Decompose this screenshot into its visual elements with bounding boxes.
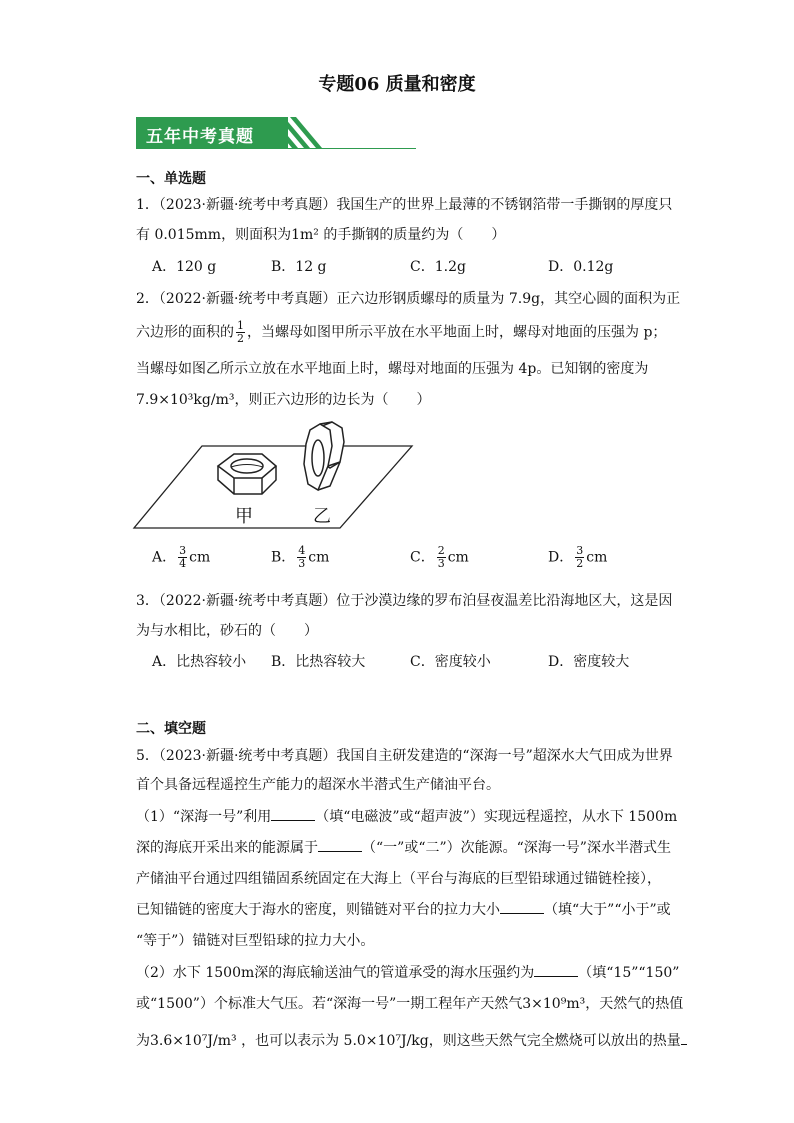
fraction-denominator: 2 xyxy=(576,557,584,570)
section-heading: 二、填空题 xyxy=(136,721,206,737)
question-5-part1 xyxy=(136,806,677,826)
question-5-part2: 或“1500”）个标准大气压。若“深海一号”一期工程年产天然气3×10⁹m³，天然气的热值 xyxy=(136,996,684,1012)
option-letter: C． xyxy=(410,549,435,566)
question-5-part2 xyxy=(136,1030,687,1050)
option-unit: cm xyxy=(447,549,469,566)
fraction xyxy=(575,545,584,570)
text-segment: （填“15”“150” xyxy=(578,965,680,981)
fraction-denominator: 3 xyxy=(298,557,306,570)
answer-blank[interactable] xyxy=(271,806,315,821)
option-c: C．密度较小 xyxy=(410,654,491,670)
question-2-text-part: ，当螺母如图甲所示平放在水平地面上时，螺母对地面的压强为 p； xyxy=(247,324,667,341)
question-5-text: 5．（2023·新疆·统考中考真题）我国自主研发建造的“深海一号”超深水大气田成为世界 xyxy=(136,748,673,764)
text-segment: （填“大于”“小于”或 xyxy=(544,902,671,918)
figure-label-a: 甲 xyxy=(235,506,253,527)
page-title: 专题06 质量和密度 xyxy=(318,74,476,95)
fraction-numerator: 4 xyxy=(298,544,306,557)
question-1-text: 有 0.015mm，则面积为1m² 的手撕钢的质量约为（ ） xyxy=(136,227,506,243)
question-5-part2 xyxy=(136,962,679,982)
option-a xyxy=(152,545,210,570)
flat-nut-icon xyxy=(218,454,276,494)
option-unit: cm xyxy=(308,549,330,566)
option-d: D．0.12g xyxy=(548,259,614,275)
text-segment: （“一”或“二”）次能源。“深海一号”深水半潜式生 xyxy=(362,840,671,856)
answer-blank[interactable] xyxy=(681,1030,687,1045)
question-2-text xyxy=(136,320,666,345)
option-d: D．密度较大 xyxy=(548,654,630,670)
banner-underline xyxy=(136,148,416,149)
fraction-numerator: 1 xyxy=(237,319,244,332)
ground-plane xyxy=(134,446,412,528)
fraction xyxy=(437,545,446,570)
question-2-text: 7.9×10³kg/m³，则正六边形的边长为（ ） xyxy=(136,392,431,408)
nut-figure xyxy=(130,418,420,533)
figure-label-b: 乙 xyxy=(313,506,331,527)
option-b: B．比热容较大 xyxy=(271,654,366,670)
question-3-text: 为与水相比，砂石的（ ） xyxy=(136,623,318,639)
fraction-numerator: 2 xyxy=(437,544,445,557)
question-1-text: 1．（2023·新疆·统考中考真题）我国生产的世界上最薄的不锈钢箔带一手撕钢的厚度只 xyxy=(136,197,673,213)
option-b xyxy=(271,545,329,570)
question-2-text: 当螺母如图乙所示立放在水平地面上时，螺母对地面的压强为 4p。已知钢的密度为 xyxy=(136,361,649,377)
section-heading: 一、单选题 xyxy=(136,171,206,187)
option-c xyxy=(410,545,469,570)
option-letter: A． xyxy=(152,549,177,566)
option-d xyxy=(548,545,607,570)
option-unit: cm xyxy=(189,549,211,566)
banner-label: 五年中考真题 xyxy=(146,127,254,147)
text-segment: （2）水下 1500m深的海底输送油气的管道承受的海水压强约为 xyxy=(136,965,535,981)
answer-blank[interactable] xyxy=(534,962,578,977)
question-5-part1 xyxy=(136,837,671,857)
question-3-text: 3．（2022·新疆·统考中考真题）位于沙漠边缘的罗布泊昼夜温差比沿海地区大，这是因 xyxy=(136,593,673,609)
question-2-text: 2．（2022·新疆·统考中考真题）正六边形钢质螺母的质量为 7.9g，其空心圆的面积为正 xyxy=(136,291,681,307)
fraction-numerator: 3 xyxy=(179,544,187,557)
question-5-text: 首个具备远程遥控生产能力的超深水半潜式生产储油平台。 xyxy=(136,777,500,793)
option-c: C．1.2g xyxy=(410,259,466,275)
option-b: B．12 g xyxy=(271,259,327,275)
fraction-denominator: 2 xyxy=(237,332,244,345)
answer-blank[interactable] xyxy=(500,899,544,914)
fraction-numerator: 3 xyxy=(576,544,584,557)
text-segment: （填“电磁波”或“超声波”）实现远程遥控，从水下 1500m xyxy=(315,809,678,825)
text-segment: 已知锚链的密度大于海水的密度，则锚链对平台的拉力大小 xyxy=(136,902,500,918)
option-unit: cm xyxy=(586,549,608,566)
text-segment: 为3.6×10⁷J/m³ ，也可以表示为 5.0×10⁷J/kg，则这些天然气完全燃烧可以放出的热量 xyxy=(136,1033,681,1049)
option-a: A．比热容较小 xyxy=(152,654,247,670)
question-5-part1 xyxy=(136,899,671,919)
fraction xyxy=(236,320,245,345)
fraction xyxy=(178,545,187,570)
option-letter: B． xyxy=(271,549,296,566)
question-5-part1: “等于”）锚链对巨型铅球的拉力大小。 xyxy=(136,933,375,949)
fraction xyxy=(297,545,306,570)
answer-blank[interactable] xyxy=(318,837,362,852)
standing-nut-icon xyxy=(304,422,344,490)
fraction-denominator: 4 xyxy=(179,557,187,570)
question-2-text-part: 六边形的面积的 xyxy=(136,324,234,341)
text-segment: （1）“深海一号”利用 xyxy=(136,809,272,825)
option-a: A．120 g xyxy=(152,259,217,275)
question-5-part1: 产储油平台通过四组锚固系统固定在大海上（平台与海底的巨型铅球通过锚链栓接）， xyxy=(136,871,661,887)
fraction-denominator: 3 xyxy=(437,557,445,570)
option-letter: D． xyxy=(548,549,574,566)
section-banner xyxy=(136,117,416,151)
text-segment: 深的海底开采出来的能源属于 xyxy=(136,840,318,856)
